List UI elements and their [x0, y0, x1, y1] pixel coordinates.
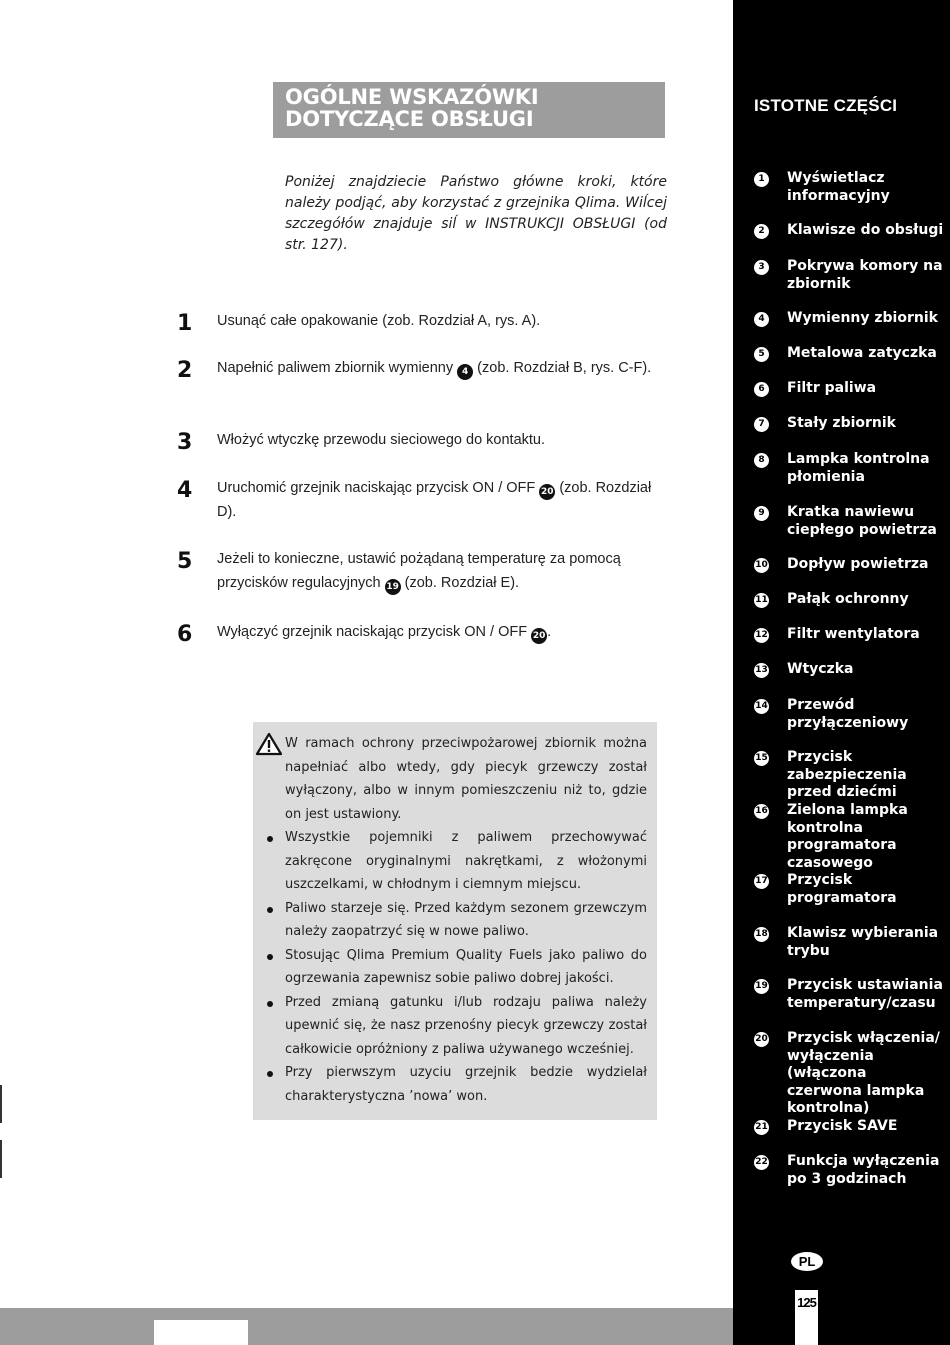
step-text-before: Uruchomić grzejnik naciskając przycisk ON / OFF: [217, 480, 540, 496]
warning-item: [285, 826, 647, 897]
part-number-icon: 2: [754, 224, 769, 239]
warning-text: Stosując Qlima Premium Quality Fuels jako paliwo do ogrzewania zapewnisz sobie paliwo dobrej jakości.: [285, 947, 647, 986]
part-name: Lampka kontrolna płomienia: [787, 451, 930, 485]
section-title-box: [273, 82, 665, 138]
part-name: Przycisk programatora: [787, 872, 897, 906]
step-number: 1: [177, 311, 193, 336]
intro-paragraph: Poniżej znajdziecie Państwo główne kroki, które należy podjąć, aby korzystać z grzejnika Qlima. Wiĺcej szczegółów znajduje siĺ w INSTRUKCJI OBSŁUGI (od str. 127).: [285, 174, 667, 253]
step-text: [217, 356, 667, 380]
part-reference-icon: 20: [539, 484, 555, 500]
part-number-icon: 8: [754, 453, 769, 468]
warning-text: W ramach ochrony przeciwpożarowej zbiornik można napełniać albo wtedy, gdy piecyk grzewczy został wyłączony, albo w innym pomieszczeniu niż to, gdzie on jest ustawiony.: [285, 736, 647, 822]
warning-text: Wszystkie pojemniki z paliwem przechowywać zakręcone oryginalnymi nakrętkami, z włożonymi uszczelkami, w chłodnym i ciemnym miejscu.: [285, 830, 647, 892]
step-text: Usunąć całe opakowanie (zob. Rozdział A, rys. A).: [217, 313, 541, 329]
footer-white-block: [154, 1320, 248, 1345]
part-name: Zielona lampka kontrolna programatora czasowego: [787, 802, 908, 871]
part-number-icon: 17: [754, 874, 769, 889]
edge-mark: [0, 1140, 2, 1178]
part-number-icon: 10: [754, 558, 769, 573]
step-number: 4: [177, 478, 193, 503]
sidebar-title: ISTOTNE CZĘŚCI: [754, 96, 898, 115]
part-reference-icon: 4: [457, 364, 473, 380]
footer-bar: [0, 1308, 733, 1345]
step-number: 3: [177, 430, 193, 455]
warning-triangle-icon: [255, 732, 283, 756]
part-name: Wtyczka: [787, 661, 854, 677]
part-number-icon: 3: [754, 260, 769, 275]
step-text: Włożyć wtyczkę przewodu sieciowego do kontaktu.: [217, 432, 546, 448]
part-number-icon: 13: [754, 663, 769, 678]
bullet-icon: [267, 836, 273, 842]
part-name: Metalowa zatyczka: [787, 345, 937, 361]
part-name: Klawisze do obsługi: [787, 222, 944, 238]
step-text-after: (zob. Rozdział E).: [400, 575, 520, 591]
part-name: Dopływ powietrza: [787, 556, 929, 572]
section-title-line2: DOTYCZĄCE OBSŁUGI: [285, 107, 534, 131]
step-text: [217, 620, 667, 644]
part-name: Wyświetlacz informacyjny: [787, 170, 890, 204]
part-name: Pokrywa komory na zbiornik: [787, 258, 943, 292]
part-name: Klawisz wybierania trybu: [787, 925, 939, 959]
part-name: Przewód przyłączeniowy: [787, 697, 909, 731]
part-name: Stały zbiornik: [787, 415, 896, 431]
warning-item: [285, 1061, 647, 1108]
part-name: Filtr paliwa: [787, 380, 877, 396]
bullet-icon: [267, 1071, 273, 1077]
part-name: Funkcja wyłączenia po 3 godzinach: [787, 1153, 940, 1187]
part-name: Przycisk ustawiania temperatury/czasu: [787, 977, 943, 1011]
part-number-icon: 7: [754, 417, 769, 432]
part-name: Filtr wentylatora: [787, 626, 920, 642]
part-number-icon: 19: [754, 979, 769, 994]
part-number-icon: 11: [754, 593, 769, 608]
step-text-before: Wyłączyć grzejnik naciskając przycisk ON / OFF: [217, 624, 532, 640]
warning-text: Przed zmianą gatunku i/lub rodzaju paliwa należy upewnić się, że nasz przenośny piecyk grzewczy został całkowicie opróżniony z paliwa używanego wcześniej.: [285, 994, 647, 1057]
warning-list: [285, 732, 647, 1108]
warning-box: [253, 722, 657, 1120]
part-number-icon: 5: [754, 347, 769, 362]
part-name: Przycisk SAVE: [787, 1118, 898, 1134]
warning-item: [285, 991, 647, 1062]
step-text-after: .: [547, 624, 552, 640]
step-text-after: (zob. Rozdział B, rys. C-F).: [473, 360, 652, 376]
warning-item: [285, 732, 647, 826]
part-number-icon: 22: [754, 1155, 769, 1170]
part-number-icon: 12: [754, 628, 769, 643]
sidebar: [733, 0, 950, 1345]
part-number-icon: 6: [754, 382, 769, 397]
step-text-before: Napełnić paliwem zbiornik wymienny: [217, 360, 458, 376]
step-text: [217, 476, 667, 524]
page-number: 125: [795, 1290, 818, 1345]
bullet-icon: [267, 907, 273, 913]
part-number-icon: 21: [754, 1120, 769, 1135]
step-number: 2: [177, 358, 193, 383]
step-number: 6: [177, 622, 193, 647]
step-text-after: (zob. Rozdział D).: [217, 480, 652, 520]
part-number-icon: 18: [754, 927, 769, 942]
bullet-icon: [267, 1001, 273, 1007]
part-reference-icon: 19: [385, 579, 401, 595]
part-number-icon: 1: [754, 172, 769, 187]
language-badge: PL: [791, 1252, 823, 1271]
part-number-icon: 15: [754, 751, 769, 766]
warning-text: Przy pierwszym uzyciu grzejnik bedzie wydzielał charakterystyczna ’nowa’ won.: [285, 1065, 647, 1104]
part-name: Kratka nawiewu ciepłego powietrza: [787, 504, 937, 538]
part-name: Przycisk zabezpieczenia przed dziećmi: [787, 749, 907, 800]
part-name: Pałąk ochronny: [787, 591, 909, 607]
part-number-icon: 4: [754, 312, 769, 327]
part-number-icon: 16: [754, 804, 769, 819]
part-reference-icon: 20: [531, 628, 547, 644]
warning-item: [285, 944, 647, 991]
step-text-before: Jeżeli to konieczne, ustawić pożądaną temperaturę za pomocą przycisków regulacyjnych: [217, 551, 621, 591]
part-name: Przycisk włączenia/ wyłączenia (włączona czerwona lampka kontrolna): [787, 1030, 940, 1116]
step-text: [217, 547, 667, 595]
part-number-icon: 14: [754, 699, 769, 714]
edge-mark: [0, 1085, 2, 1123]
step-number: 5: [177, 549, 193, 574]
warning-item: [285, 897, 647, 944]
part-number-icon: 20: [754, 1032, 769, 1047]
warning-text: Paliwo starzeje się. Przed każdym sezonem grzewczym należy zaopatrzyć się w nowe paliwo.: [285, 900, 647, 939]
part-name: Wymienny zbiornik: [787, 310, 938, 326]
section-title-line1: OGÓLNE WSKAZÓWKI: [285, 85, 539, 109]
part-number-icon: 9: [754, 506, 769, 521]
bullet-icon: [267, 954, 273, 960]
